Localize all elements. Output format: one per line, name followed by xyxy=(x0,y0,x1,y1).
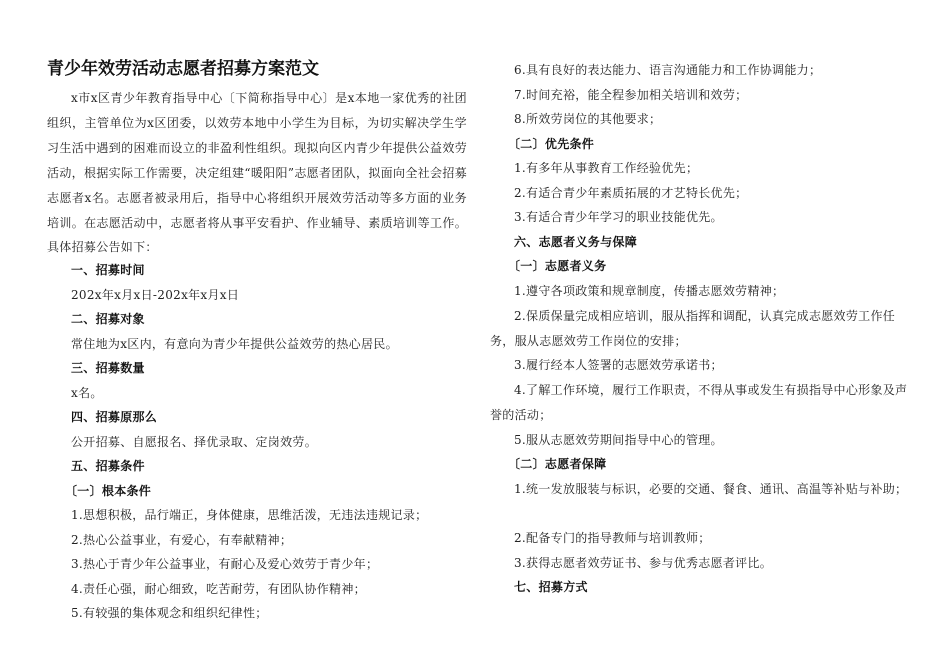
subheading-volunteer-duties: 〔一〕志愿者义务 xyxy=(508,259,607,273)
recruit-target-text: 常住地为x区内，有意向为青少年提供公益效劳的热心居民。 xyxy=(71,337,398,351)
priority-condition-item: 1.有多年从事教育工作经验优先； xyxy=(514,161,699,175)
section-heading-recruit-method: 七、招募方式 xyxy=(514,580,588,594)
subheading-priority-conditions: 〔二〕优先条件 xyxy=(508,137,595,151)
duty-item: 4.了解工作环境，履行工作职责，不得从事或发生有损指导中心形象及声誉的活动； xyxy=(490,383,908,422)
section-heading-recruit-time: 一、招募时间 xyxy=(71,263,145,277)
basic-condition-item: 1.思想积极，品行端正，身体健康，思维活泼，无违法违规记录； xyxy=(71,508,428,522)
basic-condition-item: 3.热心于青少年公益事业，有耐心及爱心效劳于青少年； xyxy=(71,557,379,571)
duty-item: 2.保质保量完成相应培训，服从指挥和调配，认真完成志愿效劳工作任务，服从志愿效劳工作岗位的安排； xyxy=(490,309,896,348)
duty-item: 1.遵守各项政策和规章制度，传播志愿效劳精神； xyxy=(514,284,785,298)
recruit-principle-text: 公开招募、自愿报名、择优录取、定岗效劳。 xyxy=(71,435,318,449)
basic-condition-item: 7.时间充裕，能全程参加相关培训和效劳； xyxy=(514,88,748,102)
priority-condition-item: 2.有适合青少年素质拓展的才艺特长优先； xyxy=(514,186,748,200)
recruit-time-text: 202x年x月x日-202x年x月x日 xyxy=(71,288,240,302)
priority-condition-item: 3.有适合青少年学习的职业技能优先。 xyxy=(514,210,723,224)
section-heading-duties-guarantees: 六、志愿者义务与保障 xyxy=(514,235,638,249)
basic-condition-item: 4.责任心强，耐心细致，吃苦耐劳，有团队协作精神； xyxy=(71,582,366,596)
guarantee-item: 3.获得志愿者效劳证书、参与优秀志愿者评比。 xyxy=(514,556,773,570)
duty-item: 5.服从志愿效劳期间指导中心的管理。 xyxy=(514,433,723,447)
document-title: 青少年效劳活动志愿者招募方案范文 xyxy=(47,59,319,79)
intro-paragraph: x市x区青少年教育指导中心〔下简称指导中心〕是x本地一家优秀的社团组织，主管单位为x区团委，以效劳本地中小学生为目标，为切实解决学生学习生活中遇到的困难而设立的非盈利性组织。现拟向区内青少年提供公益效劳活动，根据实际工作需要，决定组建“暖阳阳”志愿者团队，拟面向全社会招募志愿者x名。志愿者被录用后，指导中心将组织开展效劳活动等多方面的业务培训。在志愿活动中，志愿者将从事平安看护、作业辅导、素质培训等工作。具体招募公告如下： xyxy=(47,91,467,255)
subheading-volunteer-guarantees: 〔二〕志愿者保障 xyxy=(508,457,607,471)
duty-item: 3.履行经本人签署的志愿效劳承诺书； xyxy=(514,358,723,372)
basic-condition-item: 2.热心公益事业，有爱心，有奉献精神； xyxy=(71,533,293,547)
section-heading-recruit-conditions: 五、招募条件 xyxy=(71,459,145,473)
basic-condition-item: 8.所效劳岗位的其他要求； xyxy=(514,112,662,126)
basic-condition-item: 5.有较强的集体观念和组织纪律性； xyxy=(71,606,268,620)
recruit-count-text: x名。 xyxy=(71,386,103,400)
section-heading-recruit-count: 三、招募数量 xyxy=(71,361,145,375)
guarantee-item: 1.统一发放服装与标识，必要的交通、餐食、通讯、高温等补贴与补助； xyxy=(514,482,908,496)
subheading-basic-conditions: 〔一〕根本条件 xyxy=(65,484,152,498)
section-heading-recruit-principle: 四、招募原那么 xyxy=(71,410,158,424)
basic-condition-item: 6.具有良好的表达能力、语言沟通能力和工作协调能力； xyxy=(514,63,822,77)
guarantee-item: 2.配备专门的指导教师与培训教师； xyxy=(514,531,711,545)
section-heading-recruit-target: 二、招募对象 xyxy=(71,312,145,326)
